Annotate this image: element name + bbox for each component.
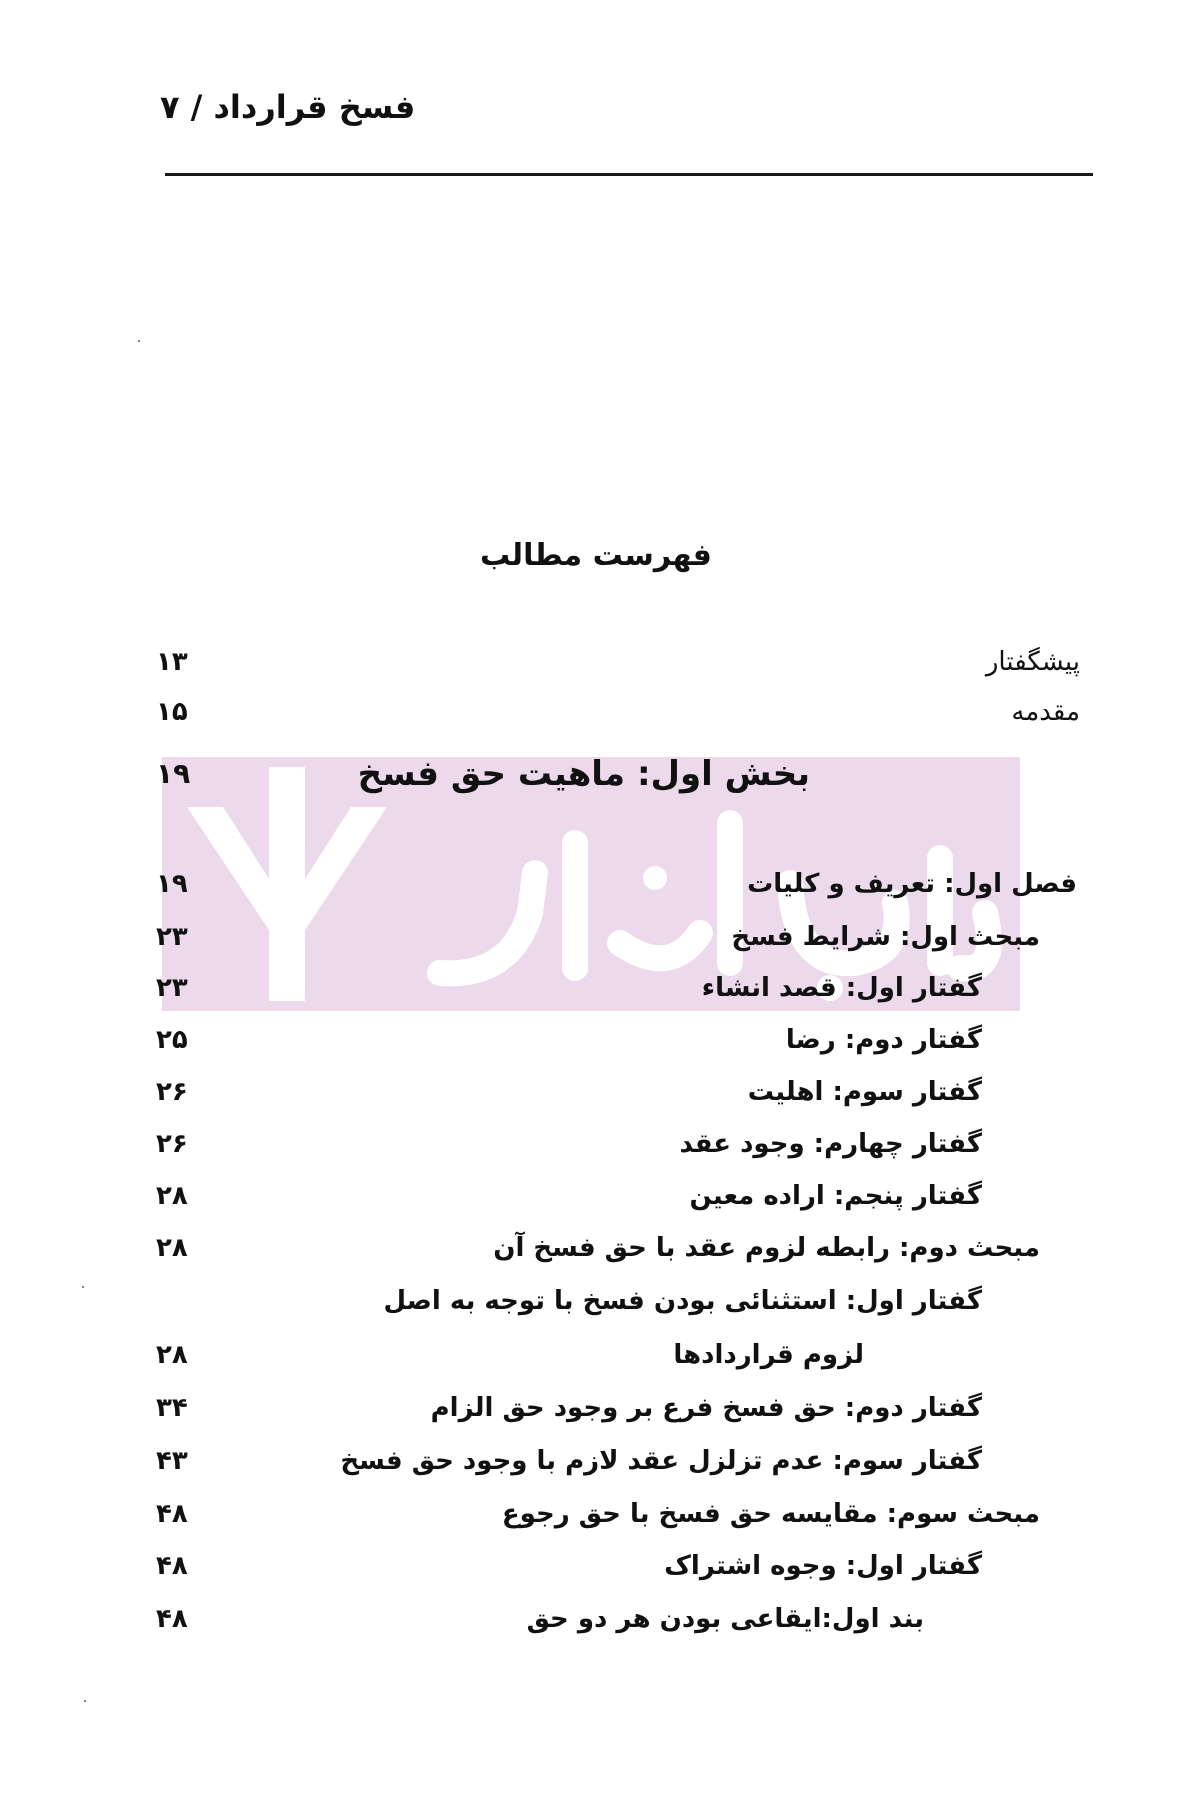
entry-page: ۴۸ xyxy=(156,1499,188,1529)
toc-entry xyxy=(0,1386,1192,1430)
toc-entry xyxy=(0,640,1192,684)
toc-entry xyxy=(0,1279,1192,1323)
header-rule xyxy=(165,173,1093,176)
scan-speck xyxy=(138,340,140,342)
entry-title: مبحث دوم: رابطه لزوم عقد با حق فسخ آن xyxy=(493,1233,1040,1263)
toc-entry xyxy=(0,1122,1192,1166)
toc-entry xyxy=(0,1439,1192,1483)
entry-page: ۲۶ xyxy=(156,1129,188,1159)
scan-speck xyxy=(84,1700,86,1702)
toc-entry xyxy=(0,862,1192,906)
entry-title: گفتار چهارم: وجود عقد xyxy=(679,1129,982,1159)
entry-page: ۱۵ xyxy=(156,697,188,727)
entry-page: ۲۳ xyxy=(156,973,188,1003)
entry-page: ۲۵ xyxy=(156,1025,188,1055)
entry-page: ۳۴ xyxy=(156,1393,188,1423)
toc-entry xyxy=(0,1070,1192,1114)
toc-entry xyxy=(0,1226,1192,1270)
toc-entry xyxy=(0,752,1192,796)
entry-page: ۴۳ xyxy=(156,1446,188,1476)
entry-page: ۱۹ xyxy=(156,869,188,899)
entry-page: ۴۸ xyxy=(156,1551,188,1581)
toc-entry xyxy=(0,1333,1192,1377)
entry-title: گفتار پنجم: اراده معین xyxy=(689,1181,982,1211)
entry-title: گفتار اول: قصد انشاء xyxy=(701,973,982,1003)
entry-title: گفتار اول: وجوه اشتراک xyxy=(664,1551,982,1581)
entry-title: لزوم قراردادها xyxy=(673,1340,864,1370)
entry-page: ۲۸ xyxy=(156,1233,188,1263)
toc-entry xyxy=(0,966,1192,1010)
toc-entry xyxy=(0,1174,1192,1218)
entry-title: بند اول:ایقاعی بودن هر دو حق xyxy=(526,1604,924,1634)
entry-title: مبحث اول: شرایط فسخ xyxy=(731,922,1040,952)
entry-page: ۴۸ xyxy=(156,1604,188,1634)
entry-title: بخش اول: ماهیت حق فسخ xyxy=(357,754,810,794)
entry-page: ۱۳ xyxy=(156,647,188,677)
toc-entry xyxy=(0,1018,1192,1062)
toc-entry xyxy=(0,1544,1192,1588)
running-header: فسخ قرارداد / ۷ xyxy=(160,88,416,126)
entry-title: گفتار اول: استثنائی بودن فسخ با توجه به اصل xyxy=(383,1286,982,1316)
entry-page: ۲۸ xyxy=(156,1181,188,1211)
entry-title: فصل اول: تعریف و کلیات xyxy=(747,869,1077,899)
toc-entry xyxy=(0,1492,1192,1536)
toc-entry xyxy=(0,690,1192,734)
entry-page: ۲۶ xyxy=(156,1077,188,1107)
toc-title: فهرست مطالب xyxy=(480,538,712,573)
entry-title: گفتار دوم: رضا xyxy=(785,1025,982,1055)
entry-title: گفتار سوم: اهلیت xyxy=(747,1077,982,1107)
entry-title: مبحث سوم: مقایسه حق فسخ با حق رجوع xyxy=(501,1499,1040,1529)
entry-page: ۲۳ xyxy=(156,922,188,952)
entry-page: ۱۹ xyxy=(156,757,191,790)
entry-title: گفتار سوم: عدم تزلزل عقد لازم با وجود حق فسخ xyxy=(340,1446,982,1476)
entry-title: گفتار دوم: حق فسخ فرع بر وجود حق الزام xyxy=(430,1393,982,1423)
toc-entry xyxy=(0,1597,1192,1641)
entry-title: مقدمه xyxy=(1011,697,1080,727)
entry-title: پیشگفتار xyxy=(985,647,1080,677)
toc-entry xyxy=(0,915,1192,959)
entry-page: ۲۸ xyxy=(156,1340,188,1370)
